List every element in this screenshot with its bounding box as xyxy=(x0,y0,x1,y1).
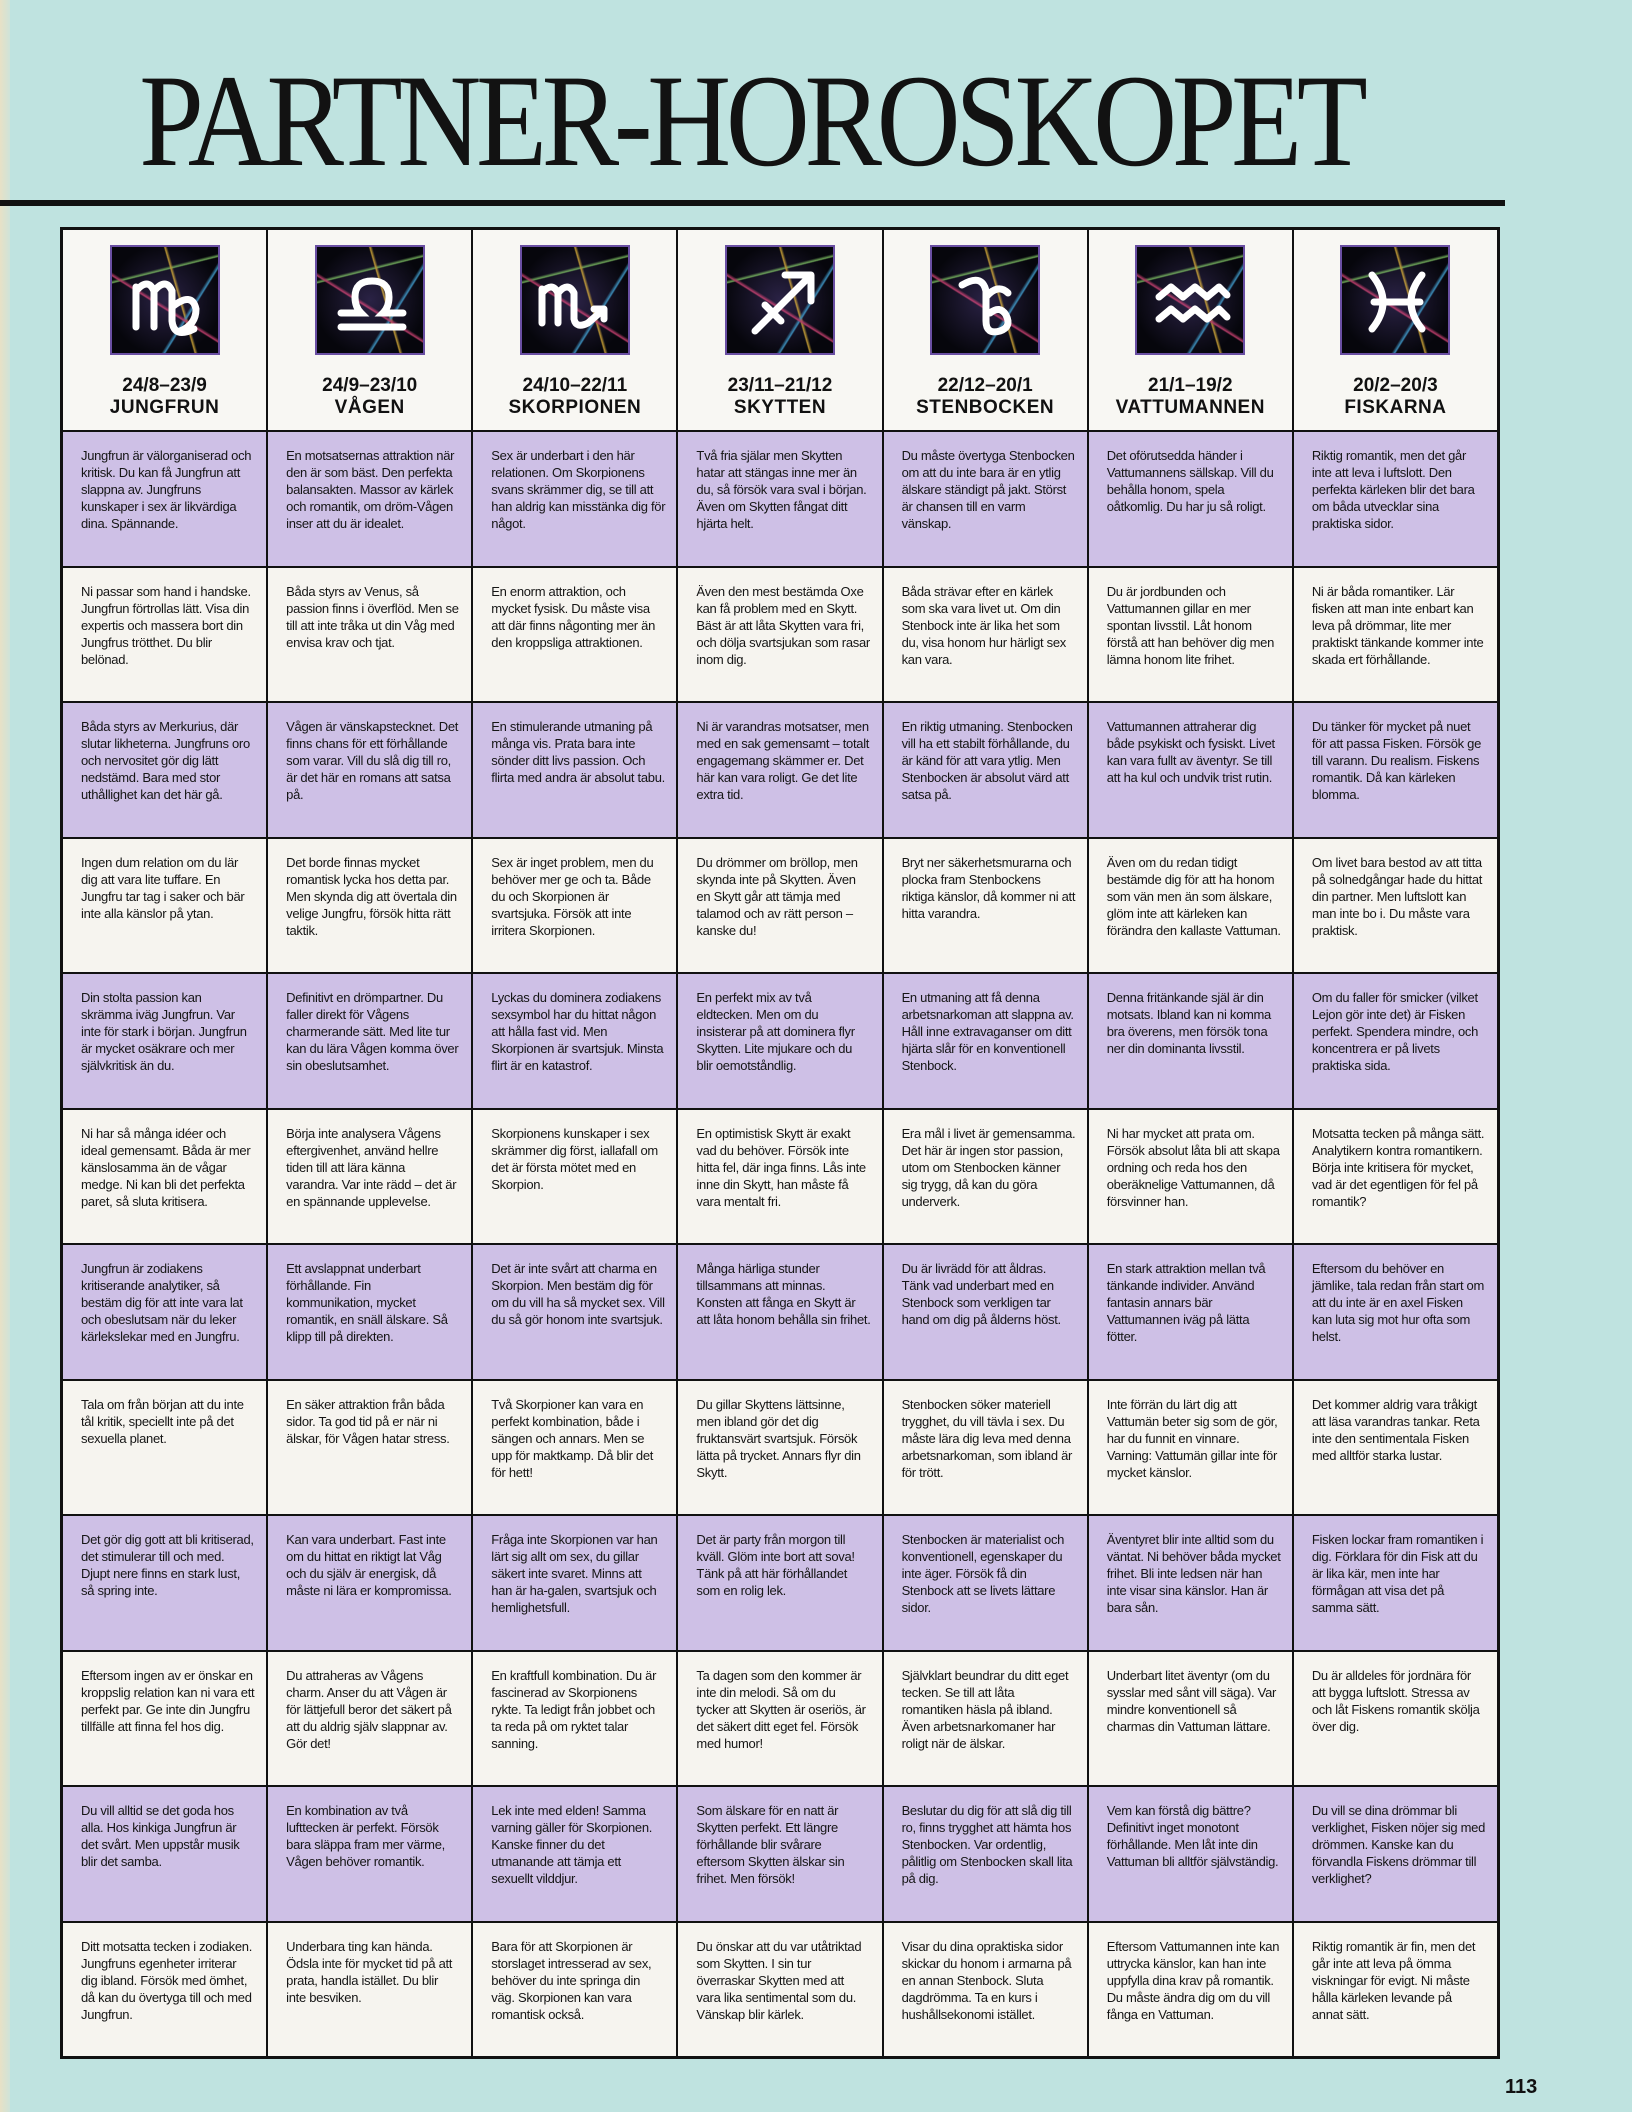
sign-date: 24/10–22/11 xyxy=(522,375,628,396)
horoscope-cell: Inte förrän du lärt dig att Vattumän beter sig som de gör, har du funnit en vinnare. Varning: Vattumän gillar inte för mycket känslor. xyxy=(1089,1381,1292,1515)
horoscope-cell: En enorm attraktion, och mycket fysisk. Du måste visa att där finns någonting mer än den kroppsliga attraktionen. xyxy=(473,568,676,702)
horoscope-cell: Du är alldeles för jordnära för att bygga luftslott. Stressa av och låt Fiskens romantik skölja över dig. xyxy=(1294,1652,1497,1786)
horoscope-cell: Motsatta tecken på många sätt. Analytikern kontra romantikern. Börja inte kritisera för mycket, vad är det egentligen för fel på romantik? xyxy=(1294,1110,1497,1244)
page-edge-strip xyxy=(0,0,10,2112)
horoscope-cell: Du attraheras av Vågens charm. Anser du att Vågen är för lättjefull beror det säkert på att du aldrig själv slappnar av. Gör det! xyxy=(268,1652,471,1786)
horoscope-cell: Definitivt en drömpartner. Du faller direkt för Vågens charmerande sätt. Med lite tur kan du lära Vågen komma över sin obeslutsamhet. xyxy=(268,974,471,1108)
sign-date: 22/12–20/1 xyxy=(937,375,1033,396)
horoscope-cell: Det gör dig gott att bli kritiserad, det stimulerar till och med. Djupt nere finns en stark lust, så spring inte. xyxy=(63,1516,266,1650)
horoscope-cell: Vågen är vänskapstecknet. Det finns chans för ett förhållande som varar. Vill du slå dig till ro, är det här en romans att satsa på. xyxy=(268,703,471,837)
virgo-icon xyxy=(110,245,220,355)
horoscope-cell: Sex är underbart i den här relationen. Om Skorpionens svans skrämmer dig, se till att han aldrig kan misstänka dig för något. xyxy=(473,432,676,566)
horoscope-cell: Ingen dum relation om du lär dig att vara lite tuffare. En Jungfru tar tag i saker och bär inte alla känslor på ytan. xyxy=(63,839,266,973)
horoscope-cell: En perfekt mix av två eldtecken. Men om du insisterar på att dominera flyr Skytten. Lite mjukare och du blir oemotståndlig. xyxy=(678,974,881,1108)
horoscope-cell: Sex är inget problem, men du behöver mer ge och ta. Både du och Skorpionen är svartsjuka. Försök att inte irritera Skorpionen. xyxy=(473,839,676,973)
horoscope-cell: Du vill se dina drömmar bli verklighet, Fisken nöjer sig med drömmen. Kanske kan du förvandla Fiskens drömmar till verklighet? xyxy=(1294,1787,1497,1921)
horoscope-cell: Som älskare för en natt är Skytten perfekt. Ett längre förhållande blir svårare eftersom Skytten älskar sin frihet. Men försök! xyxy=(678,1787,881,1921)
horoscope-cell: Lyckas du dominera zodiakens sexsymbol har du hittat någon att hålla fast vid. Men Skorpionen är svartsjuk. Minsta flirt är en katastrof. xyxy=(473,974,676,1108)
horoscope-cell: Det kommer aldrig vara tråkigt att läsa varandras tankar. Reta inte den sentimentala Fisken med alltför starka lustar. xyxy=(1294,1381,1497,1515)
horoscope-cell: En riktig utmaning. Stenbocken vill ha ett stabilt förhållande, du är känd för att vara ytlig. Men Stenbocken är absolut värd att satsa på. xyxy=(884,703,1087,837)
sign-name: SKYTTEN xyxy=(733,397,827,418)
horoscope-cell: Eftersom ingen av er önskar en kroppslig relation kan ni vara ett perfekt par. Ge inte din Jungfru tillfälle att finna fel hos dig. xyxy=(63,1652,266,1786)
column-header-capricorn xyxy=(884,230,1087,430)
horoscope-cell: Det är inte svårt att charma en Skorpion. Men bestäm dig för om du vill ha så mycket sex. Vill du så gör honom inte svartsjuk. xyxy=(473,1245,676,1379)
column-header-pisces xyxy=(1294,230,1497,430)
column-header-libra xyxy=(268,230,471,430)
horoscope-cell: Lek inte med elden! Samma varning gäller för Skorpionen. Kanske finner du det utmanande att tämja ett sexuellt vilddjur. xyxy=(473,1787,676,1921)
horoscope-cell: Ni är båda romantiker. Lär fisken att man inte enbart kan leva på drömmar, lite mer praktiskt tänkande kommer inte skada ert förhållande. xyxy=(1294,568,1497,702)
horoscope-cell: Båda styrs av Merkurius, där slutar likheterna. Jungfruns oro och nervositet gör dig lätt nedstämd. Bara med stor uthållighet kan det här gå. xyxy=(63,703,266,837)
horoscope-cell: Om livet bara bestod av att titta på solnedgångar hade du hittat din partner. Men luftslott kan man inte bo i. Du måste vara praktisk. xyxy=(1294,839,1497,973)
horoscope-cell: Ta dagen som den kommer är inte din melodi. Så om du tycker att Skytten är oseriös, är det säkert ditt eget fel. Försök med humor! xyxy=(678,1652,881,1786)
column-header-scorpio xyxy=(473,230,676,430)
horoscope-cell: Ett avslappnat underbart förhållande. Fin kommunikation, mycket romantik, en snäll älskare. Så klipp till på direkten. xyxy=(268,1245,471,1379)
horoscope-cell: Jungfrun är välorganiserad och kritisk. Du kan få Jungfrun att slappna av. Jungfruns kunskaper i sex är likvärdiga dina. Spännande. xyxy=(63,432,266,566)
horoscope-cell: Underbara ting kan hända. Ödsla inte för mycket tid på att prata, handla istället. Du blir inte besviken. xyxy=(268,1923,471,2057)
horoscope-cell: Du gillar Skyttens lättsinne, men ibland gör det dig fruktansvärt svartsjuk. Försök lätta på trycket. Annars flyr din Skytt. xyxy=(678,1381,881,1515)
horoscope-table xyxy=(60,227,1500,2059)
scorpio-icon xyxy=(520,245,630,355)
horoscope-cell: Det borde finnas mycket romantisk lycka hos detta par. Men skynda dig att övertala din velige Jungfru, försök hitta rätt taktik. xyxy=(268,839,471,973)
horoscope-cell: Du önskar att du var utåtriktad som Skytten. I sin tur överraskar Skytten med att vara lika sentimental som du. Vänskap blir kärlek. xyxy=(678,1923,881,2057)
horoscope-cell: Många härliga stunder tillsammans att minnas. Konsten att fånga en Skytt är att låta honom behålla sin frihet. xyxy=(678,1245,881,1379)
horoscope-cell: Skorpionens kunskaper i sex skrämmer dig först, iallafall om det är första mötet med en Skorpion. xyxy=(473,1110,676,1244)
sagittarius-icon xyxy=(725,245,835,355)
sign-name: SKORPIONEN xyxy=(508,397,642,418)
horoscope-cell: Riktig romantik, men det går inte att leva i luftslott. Den perfekta kärleken blir det bara om båda utvecklar sina praktiska sidor. xyxy=(1294,432,1497,566)
page-title: PARTNER-HOROSKOPET xyxy=(139,47,1363,194)
horoscope-cell: Du drömmer om bröllop, men skynda inte på Skytten. Även en Skytt går att tämja med talamod och av rätt person – kanske du! xyxy=(678,839,881,973)
horoscope-cell: En stark attraktion mellan två tänkande individer. Använd fantasin annars bär Vattumannen iväg på lätta fötter. xyxy=(1089,1245,1292,1379)
horoscope-cell: Visar du dina opraktiska sidor skickar du honom i armarna på en annan Stenbock. Sluta dagdrömma. Ta en kurs i hushållsekonomi istället. xyxy=(884,1923,1087,2057)
horoscope-cell: Beslutar du dig för att slå dig till ro, finns trygghet att hämta hos Stenbocken. Var ordentlig, pålitlig om Stenbocken skall lita på dig. xyxy=(884,1787,1087,1921)
horoscope-cell: Riktig romantik är fin, men det går inte att leva på ömma viskningar för evigt. Ni måste hålla kärleken levande på annat sätt. xyxy=(1294,1923,1497,2057)
horoscope-cell: Det är party från morgon till kväll. Glöm inte bort att sova! Tänk på att här förhållandet som en rolig lek. xyxy=(678,1516,881,1650)
column-header-sagittarius xyxy=(678,230,881,430)
sign-name: VÅGEN xyxy=(334,397,405,418)
horoscope-cell: En kraftfull kombination. Du är fascinerad av Skorpionens rykte. Ta ledigt från jobbet och ta reda på om ryktet talar sanning. xyxy=(473,1652,676,1786)
horoscope-cell: En stimulerande utmaning på många vis. Prata bara inte sönder ditt livs passion. Och flirta med andra är absolut tabu. xyxy=(473,703,676,837)
horoscope-cell: Vattumannen attraherar dig både psykiskt och fysiskt. Livet kan vara fullt av äventyr. Se till att ha kul och undvik trist rutin. xyxy=(1089,703,1292,837)
sign-date: 24/9–23/10 xyxy=(322,375,418,396)
page-number: 113 xyxy=(1505,2076,1538,2098)
aquarius-icon xyxy=(1135,245,1245,355)
horoscope-cell: Ditt motsatta tecken i zodiaken. Jungfruns egenheter irriterar dig ibland. Försök med ömhet, då kan du övertyga till och med Jungfrun. xyxy=(63,1923,266,2057)
sign-name: VATTUMANNEN xyxy=(1115,397,1265,418)
horoscope-cell: Det oförutsedda händer i Vattumannens sällskap. Vill du behålla honom, spela oåtkomlig. Du har ju så roligt. xyxy=(1089,432,1292,566)
horoscope-cell: Om du faller för smicker (vilket Lejon gör inte det) är Fisken perfekt. Spendera mindre, och koncentrera er på livets praktiska sida. xyxy=(1294,974,1497,1108)
horoscope-cell: En kombination av två lufttecken är perfekt. Försök bara släppa fram mer värme, Vågen behöver romantik. xyxy=(268,1787,471,1921)
horoscope-cell: Kan vara underbart. Fast inte om du hittat en riktigt lat Våg och du själv är energisk, då måste ni lära er kompromissa. xyxy=(268,1516,471,1650)
column-header-aquarius xyxy=(1089,230,1292,430)
horoscope-cell: Stenbocken söker materiell trygghet, du vill tävla i sex. Du måste lära dig leva med denna arbetsnarkoman, som ibland är för trött. xyxy=(884,1381,1087,1515)
sign-date: 24/8–23/9 xyxy=(122,375,207,396)
horoscope-cell: Bryt ner säkerhetsmurarna och plocka fram Stenbockens riktiga känslor, då kommer ni att hitta varandra. xyxy=(884,839,1087,973)
horoscope-cell: Självklart beundrar du ditt eget tecken. Se till att låta romantiken häsla på ibland. Även arbetsnarkomaner har roligt när de älskar. xyxy=(884,1652,1087,1786)
horoscope-cell: Du vill alltid se det goda hos alla. Hos kinkiga Jungfrun är det svårt. Men uppstår musik blir det samba. xyxy=(63,1787,266,1921)
column-header-virgo xyxy=(63,230,266,430)
horoscope-cell: Även om du redan tidigt bestämde dig för att ha honom som vän men än som älskare, glöm inte att kärleken kan förändra den kallaste Vattuman. xyxy=(1089,839,1292,973)
horoscope-cell: Eftersom Vattumannen inte kan uttrycka känslor, kan han inte uppfylla dina krav på romantik. Du måste ändra dig om du vill fånga en Vattuman. xyxy=(1089,1923,1292,2057)
horoscope-cell: Stenbocken är materialist och konventionell, egenskaper du inte äger. Försök få din Stenbock att se livets lättare sidor. xyxy=(884,1516,1087,1650)
horoscope-cell: En motsatsernas attraktion när den är som bäst. Den perfekta balansakten. Massor av kärlek och romantik, om dröm-Vågen inser att du är idealet. xyxy=(268,432,471,566)
sign-date: 20/2–20/3 xyxy=(1353,375,1438,396)
horoscope-cell: Du är livrädd för att åldras. Tänk vad underbart med en Stenbock som verkligen tar hand om dig på ålderns höst. xyxy=(884,1245,1087,1379)
horoscope-cell: Två fria själar men Skytten hatar att stängas inne mer än du, så försök vara sval i början. Även om Skytten fångat ditt hjärta helt. xyxy=(678,432,881,566)
horoscope-cell: Fråga inte Skorpionen var han lärt sig allt om sex, du gillar säkert inte svaret. Minns att han är ha-galen, svartsjuk och hemlighetsfull. xyxy=(473,1516,676,1650)
pisces-icon xyxy=(1340,245,1450,355)
horoscope-cell: En säker attraktion från båda sidor. Ta god tid på er när ni älskar, för Vågen hatar stress. xyxy=(268,1381,471,1515)
horoscope-cell: En optimistisk Skytt är exakt vad du behöver. Försök inte hitta fel, där inga finns. Lås inte inne din Skytt, han måste få vara mentalt fri. xyxy=(678,1110,881,1244)
horoscope-cell: Fisken lockar fram romantiken i dig. Förklara för din Fisk att du är lika kär, men inte har förmågan att visa det på samma sätt. xyxy=(1294,1516,1497,1650)
horoscope-cell: Din stolta passion kan skrämma iväg Jungfrun. Var inte för stark i början. Jungfrun är mycket osäkrare och mer självkritisk än du. xyxy=(63,974,266,1108)
horoscope-cell: Eftersom du behöver en jämlike, tala redan från start om att du inte är en axel Fisken kan luta sig mot hur ofta som helst. xyxy=(1294,1245,1497,1379)
horoscope-cell: Du tänker för mycket på nuet för att passa Fisken. Försök ge till varann. Du realism. Fiskens romantik. Då kan kärleken blomma. xyxy=(1294,703,1497,837)
horoscope-cell: Du är jordbunden och Vattumannen gillar en mer spontan livsstil. Låt honom förstå att han behöver dig men lämna honom lite frihet. xyxy=(1089,568,1292,702)
sign-date: 21/1–19/2 xyxy=(1148,375,1233,396)
sign-name: STENBOCKEN xyxy=(916,397,1055,418)
horoscope-cell: Två Skorpioner kan vara en perfekt kombination, både i sängen och annars. Men se upp för maktkamp. Då blir det för hett! xyxy=(473,1381,676,1515)
libra-icon xyxy=(315,245,425,355)
sign-name: JUNGFRUN xyxy=(109,397,220,418)
horoscope-cell: Ni är varandras motsatser, men med en sak gemensamt – totalt engagemang skämmer er. Det här kan vara roligt. Ge det lite extra tid. xyxy=(678,703,881,837)
horoscope-cell: Ni har så många idéer och ideal gemensamt. Båda är mer känslosamma än de vågar medge. Ni kan bli det perfekta paret, så sluta kritisera. xyxy=(63,1110,266,1244)
capricorn-icon xyxy=(930,245,1040,355)
horoscope-cell: Tala om från början att du inte tål kritik, speciellt inte på det sexuella planet. xyxy=(63,1381,266,1515)
horoscope-cell: Vem kan förstå dig bättre? Definitivt inget monotont förhållande. Men låt inte din Vattuman bli alltför självständig. xyxy=(1089,1787,1292,1921)
sign-name: FISKARNA xyxy=(1344,397,1447,418)
horoscope-cell: En utmaning att få denna arbetsnarkoman att slappna av. Håll inne extravaganser om ditt hjärta slår för en konventionell Stenbock. xyxy=(884,974,1087,1108)
horoscope-cell: Bara för att Skorpionen är storslaget intresserad av sex, behöver du inte springa din väg. Skorpionen kan vara romantisk också. xyxy=(473,1923,676,2057)
horoscope-cell: Jungfrun är zodiakens kritiserande analytiker, så bestäm dig för att inte vara lat och obeslutsam när du leker kärlekslekar med en Jungfru. xyxy=(63,1245,266,1379)
horoscope-cell: Båda styrs av Venus, så passion finns i överflöd. Men se till att inte tråka ut din Våg med envisa krav och tjat. xyxy=(268,568,471,702)
sign-date: 23/11–21/12 xyxy=(727,375,833,396)
horoscope-cell: Båda strävar efter en kärlek som ska vara livet ut. Om din Stenbock inte är lika het som du, visa honom hur härligt sex kan vara. xyxy=(884,568,1087,702)
horoscope-cell: Äventyret blir inte alltid som du väntat. Ni behöver båda mycket frihet. Bli inte ledsen när han inte visar sina känslor. Han är bara sån. xyxy=(1089,1516,1292,1650)
horoscope-cell: Denna fritänkande själ är din motsats. Ibland kan ni komma bra överens, men försök tona ner din dominanta livsstil. xyxy=(1089,974,1292,1108)
horoscope-cell: Börja inte analysera Vågens eftergivenhet, använd hellre tiden till att lära känna varandra. Var inte rädd – det är en spännande upplevelse. xyxy=(268,1110,471,1244)
title-rule xyxy=(0,200,1505,206)
horoscope-cell: Era mål i livet är gemensamma. Det här är ingen stor passion, utom om Stenbocken känner sig trygg, då kan du göra underverk. xyxy=(884,1110,1087,1244)
horoscope-cell: Underbart litet äventyr (om du sysslar med sånt vill säga). Var mindre konventionell så charmas din Vattuman lättare. xyxy=(1089,1652,1292,1786)
horoscope-cell: Ni har mycket att prata om. Försök absolut låta bli att skapa ordning och reda hos den oberäknelige Vattumannen, då försvinner han. xyxy=(1089,1110,1292,1244)
horoscope-cell: Ni passar som hand i handske. Jungfrun förtrollas lätt. Visa din expertis och massera bort din Jungfrus trötthet. Du blir belönad. xyxy=(63,568,266,702)
horoscope-cell: Du måste övertyga Stenbocken om att du inte bara är en ytlig älskare ständigt på jakt. Störst är chansen till en varm vänskap. xyxy=(884,432,1087,566)
horoscope-cell: Även den mest bestämda Oxe kan få problem med en Skytt. Bäst är att låta Skytten vara fri, och dölja svartsjukan som rasar inom dig. xyxy=(678,568,881,702)
